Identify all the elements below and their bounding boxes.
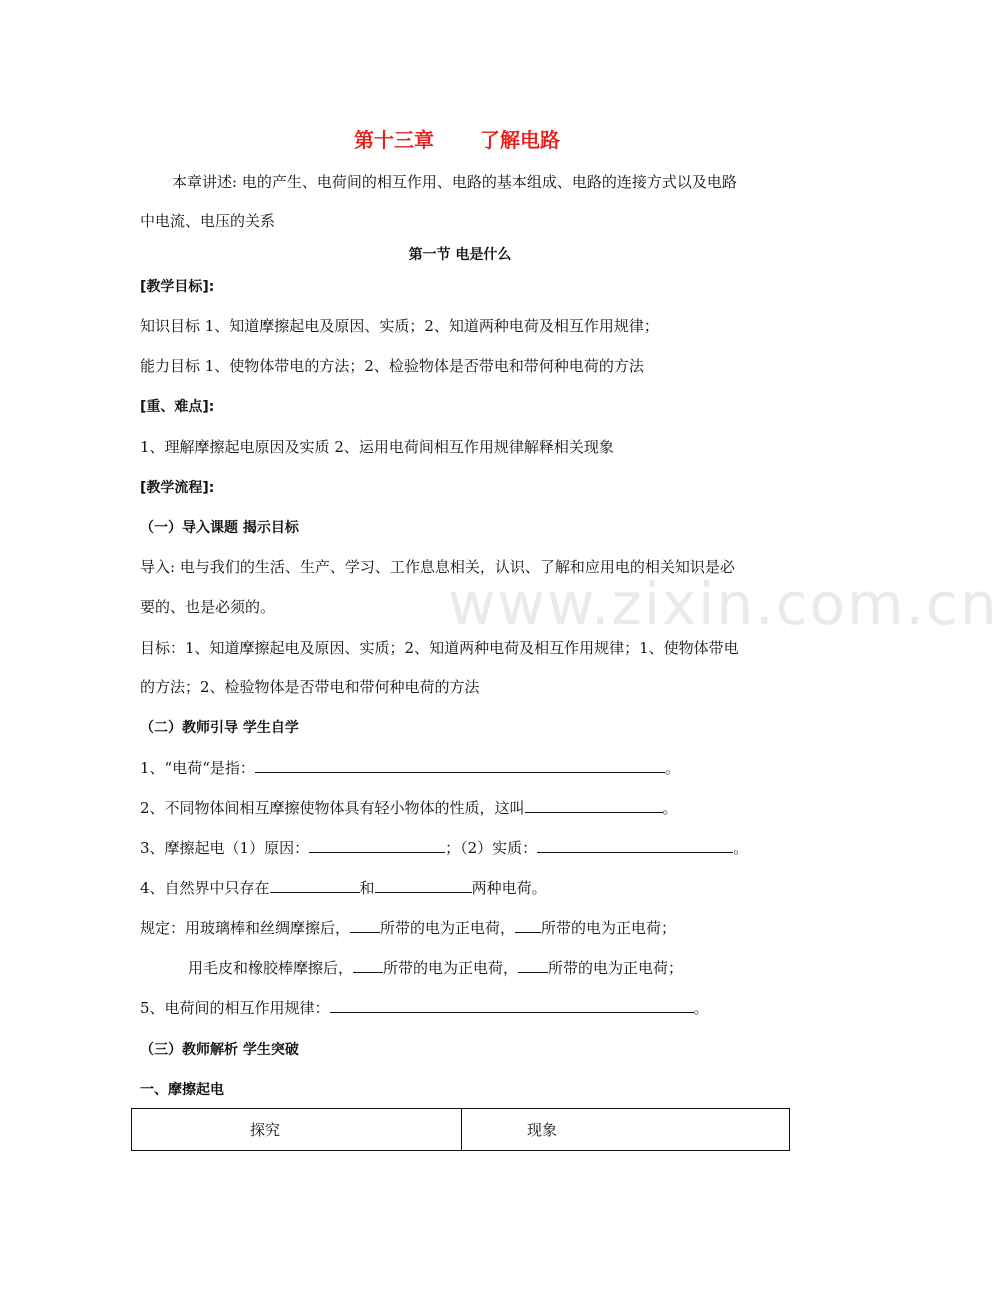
q5-end: 。	[693, 999, 709, 1017]
watermark: www.zixin.com.cn	[448, 570, 999, 638]
target-line-1: 目标：1、知道摩擦起电及原因、实质；2、知道两种电荷及相互作用规律；1、使物体带电	[140, 639, 739, 657]
chapter-name: 了解电路	[480, 128, 560, 152]
table-header-inquiry: 探究	[132, 1109, 462, 1151]
chapter-title	[354, 124, 560, 153]
rule2-middle: 所带的电为正电荷，	[383, 959, 519, 977]
q4-blank-1[interactable]	[270, 878, 360, 893]
question-5	[140, 998, 709, 1018]
question-2	[140, 798, 678, 818]
q5-blank[interactable]	[330, 998, 694, 1013]
part2-heading: （二）教师引导 学生自学	[140, 720, 299, 736]
goals-heading: [教学目标]:	[140, 279, 215, 295]
q4-prompt: 4、自然界中只存在	[140, 879, 270, 897]
question-1	[140, 758, 680, 778]
chapter-number: 第十三章	[354, 128, 434, 152]
q4-end: 两种电荷。	[471, 879, 547, 897]
rule1-prompt: 规定：用玻璃棒和丝绸摩擦后，	[140, 919, 351, 937]
rule1-blank-2[interactable]	[515, 918, 541, 933]
intro-text-line-1: 导入: 电与我们的生活、生产、学习、工作息息相关，认识、了解和应用电的相关知识是必	[140, 558, 735, 576]
q3-end: 。	[733, 839, 749, 857]
keypoints-heading: [重、难点]:	[140, 399, 215, 415]
q4-blank-2[interactable]	[375, 878, 472, 893]
table-header-phenomenon: 现象	[462, 1109, 790, 1151]
q5-prompt: 5、电荷间的相互作用规律：	[140, 999, 330, 1017]
rule2-end: 所带的电为正电荷；	[548, 959, 684, 977]
question-4	[140, 878, 547, 898]
part3-heading: （三）教师解析 学生突破	[140, 1042, 299, 1058]
rule1-end: 所带的电为正电荷；	[541, 919, 677, 937]
intro-text-line-2: 要的、也是必须的。	[140, 598, 276, 616]
section-title: 第一节 电是什么	[408, 247, 512, 263]
q1-prompt: 1、“电荷“是指：	[140, 759, 255, 777]
q4-middle: 和	[359, 879, 375, 897]
q3-middle: ；（2）实质：	[445, 839, 538, 857]
q2-end: 。	[662, 799, 678, 817]
process-heading: [教学流程]:	[140, 480, 215, 496]
rule1-blank-1[interactable]	[350, 918, 380, 933]
rule-2	[188, 958, 683, 978]
rule2-blank-1[interactable]	[353, 958, 383, 973]
subsection-heading: 一、摩擦起电	[140, 1082, 224, 1098]
intro-line-1: 本章讲述: 电的产生、电荷间的相互作用、电路的基本组成、电路的连接方式以及电路	[172, 173, 737, 191]
q3-prompt: 3、摩擦起电（1）原因：	[140, 839, 310, 857]
q1-end: 。	[664, 759, 680, 777]
q2-blank[interactable]	[525, 798, 663, 813]
goal-ability: 能力目标 1、使物体带电的方法；2、检验物体是否带电和带何种电荷的方法	[140, 357, 644, 375]
part1-heading: （一）导入课题 揭示目标	[140, 520, 299, 536]
goal-knowledge: 知识目标 1、知道摩擦起电及原因、实质；2、知道两种电荷及相互作用规律；	[140, 317, 659, 335]
keypoints: 1、理解摩擦起电原因及实质 2、运用电荷间相互作用规律解释相关现象	[140, 438, 614, 456]
q1-blank[interactable]	[255, 758, 665, 773]
q3-blank-essence[interactable]	[537, 838, 733, 853]
rule1-middle: 所带的电为正电荷，	[380, 919, 516, 937]
target-line-2: 的方法；2、检验物体是否带电和带何种电荷的方法	[140, 678, 480, 696]
question-3	[140, 838, 748, 858]
intro-line-2: 中电流、电压的关系	[140, 212, 276, 230]
rule2-prompt: 用毛皮和橡胶棒摩擦后，	[188, 959, 354, 977]
rule-1	[140, 918, 676, 938]
q3-blank-cause[interactable]	[309, 838, 445, 853]
rule2-blank-2[interactable]	[518, 958, 548, 973]
table-row	[132, 1109, 790, 1151]
inquiry-table	[131, 1108, 790, 1151]
q2-prompt: 2、不同物体间相互摩擦使物体具有轻小物体的性质，这叫	[140, 799, 525, 817]
